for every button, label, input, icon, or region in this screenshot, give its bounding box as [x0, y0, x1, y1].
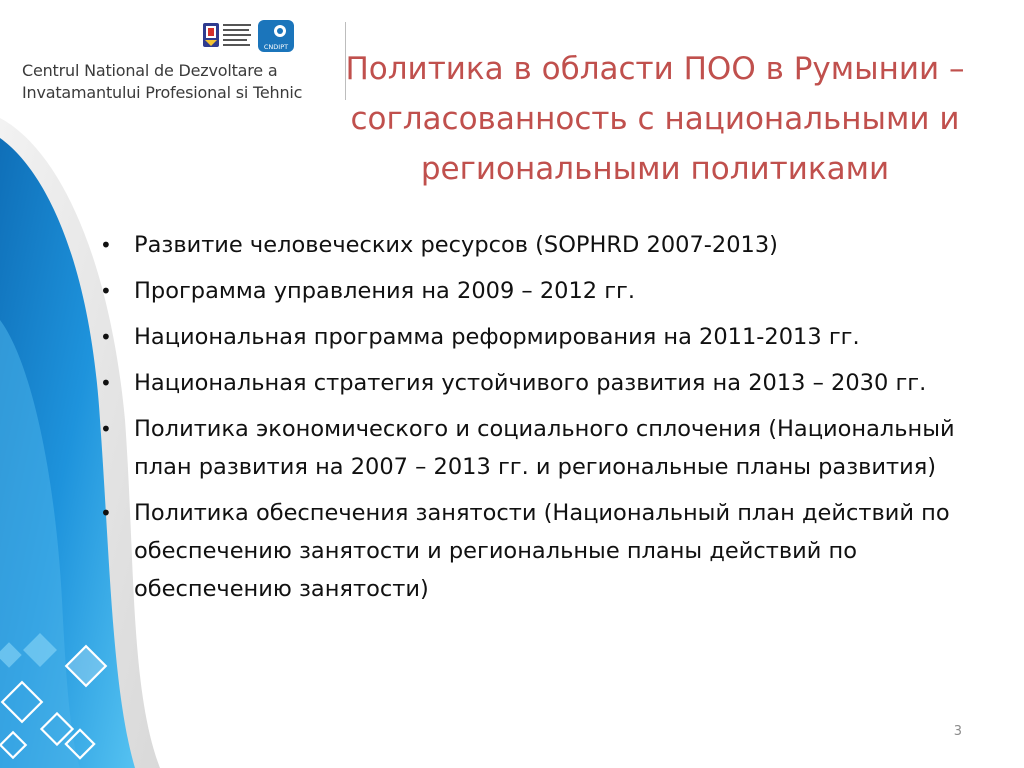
bullet-item [100, 226, 980, 264]
slide-title [300, 44, 1010, 194]
bullet-item [100, 494, 980, 608]
bullet-text: Программа управления на 2009 – 2012 гг. [134, 278, 636, 304]
bullet-text: Развитие человеческих ресурсов (SOPHRD 2007-2013) [134, 232, 778, 258]
bullet-text: Национальная программа реформирования на 2011-2013 гг. [134, 324, 860, 350]
bullet-item [100, 318, 980, 356]
title-line1: Политика в области ПОО в Румынии – [345, 51, 965, 87]
organization-name [22, 60, 312, 104]
org-name-line2: Invatamantului Profesional si Tehnic [22, 83, 303, 102]
title-line2: согласованность с национальными и [350, 101, 960, 137]
bullet-icon: • [100, 325, 112, 349]
bullet-icon: • [100, 279, 112, 303]
bullet-text: Политика экономического и социального сплочения (Национальный план развития на 2007 – 2013 гг. и региональные планы развития) [134, 416, 955, 480]
bullet-item [100, 364, 980, 402]
bullet-text: Национальная стратегия устойчивого развития на 2013 – 2030 гг. [134, 370, 927, 396]
bullet-text: Политика обеспечения занятости (Национальный план действий по обеспечению занятости и региональные планы действий по обеспечению занятости) [134, 500, 950, 602]
svg-text:CNDIPT: CNDIPT [263, 43, 289, 51]
title-line3: региональными политиками [420, 151, 890, 187]
bullet-icon: • [100, 501, 112, 525]
cndipt-logo [258, 20, 294, 52]
bullet-item [100, 272, 980, 310]
bullet-icon: • [100, 233, 112, 257]
org-name-line1: Centrul National de Dezvoltare a [22, 61, 278, 80]
bullet-list [100, 226, 980, 616]
bullet-icon: • [100, 417, 112, 441]
ministry-logo [201, 20, 255, 52]
bullet-icon: • [100, 371, 112, 395]
page-number: 3 [953, 724, 962, 739]
bullet-item [100, 410, 980, 486]
